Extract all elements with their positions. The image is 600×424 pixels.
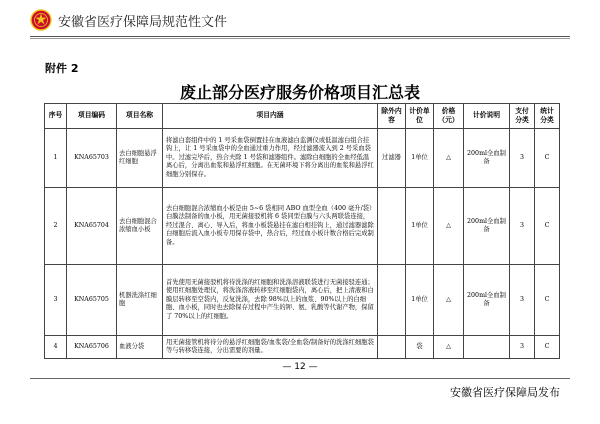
table-header-row	[45, 104, 560, 129]
cell-note: 200ml全血制备	[464, 265, 510, 336]
header-divider	[30, 36, 570, 37]
cell-unit: 袋	[406, 336, 434, 359]
cell-note: 200ml全血制备	[464, 129, 510, 188]
document-title: 废止部分医疗服务价格项目汇总表	[179, 83, 420, 102]
cell-note: 200ml全血制备	[464, 188, 510, 265]
column-header: 计价说明	[464, 104, 510, 129]
cell-code: KNA65703	[67, 129, 117, 188]
publisher-footer: 安徽省医疗保障局发布	[450, 386, 560, 399]
cell-no: 4	[45, 336, 67, 359]
table-row	[45, 129, 560, 188]
cell-note	[464, 336, 510, 359]
column-header: 统计分类	[535, 104, 560, 129]
national-emblem-icon	[30, 9, 52, 31]
cell-price: △	[434, 265, 464, 336]
cell-name: 血液分袋	[117, 336, 163, 359]
cell-no: 3	[45, 265, 67, 336]
cell-unit: 1单位	[406, 265, 434, 336]
cell-code: KNA65705	[67, 265, 117, 336]
cell-price: △	[434, 336, 464, 359]
cell-name: 机器洗涤红细胞	[117, 265, 163, 336]
column-header: 项目内涵	[163, 104, 378, 129]
table-row	[45, 265, 560, 336]
column-header: 支付分类	[510, 104, 535, 129]
cell-stat: C	[535, 265, 560, 336]
cell-code: KNA65706	[67, 336, 117, 359]
column-header: 序号	[45, 104, 67, 129]
cell-content: 去白细胞混合浓缩血小板是由 5~6 袋相同 ABO 血型全血（400 毫升/袋）白膜法制备的血小板，用无菌接驳机将 6 袋同型白膜与六头两联袋连接，经过混合、离心、导入后，将血小板袋悬挂在滤白相挂钩上，通过滤器滤除白细胞后流入血小板专用保存袋中，热合后，经过血小板计数合格后完成制备。	[163, 188, 378, 265]
header-divider-thin	[30, 38, 570, 39]
cell-excluded	[378, 265, 406, 336]
table-row	[45, 336, 560, 359]
cell-pay: 3	[510, 336, 535, 359]
cell-pay: 3	[510, 265, 535, 336]
cell-stat: C	[535, 129, 560, 188]
header-title: 安徽省医疗保障局规范性文件	[58, 14, 228, 30]
cell-unit: 1单位	[406, 188, 434, 265]
cell-content: 用无菌接管机将待分的悬浮红细胞袋/血浆袋/全血袋/制备好的洗涤红细胞袋等与转移袋连接，分出需要的剂量。	[163, 336, 378, 359]
table-row	[45, 188, 560, 265]
attachment-label: 附件 2	[45, 62, 79, 75]
cell-no: 1	[45, 129, 67, 188]
cell-excluded: 过滤器	[378, 129, 406, 188]
document-header	[30, 6, 570, 34]
column-header: 价格（元）	[434, 104, 464, 129]
cell-name: 去白细胞悬浮红细胞	[117, 129, 163, 188]
cell-unit: 1单位	[406, 129, 434, 188]
cell-excluded	[378, 336, 406, 359]
cell-stat: C	[535, 188, 560, 265]
column-header: 计价单位	[406, 104, 434, 129]
cell-no: 2	[45, 188, 67, 265]
cell-pay: 3	[510, 129, 535, 188]
column-header: 除外内容	[378, 104, 406, 129]
cell-content: 首先使用无菌接驳机将待洗涤的红细胞和洗涤溶液联袋进行无菌接驳连通；使用红细胞处理仪，将洗涤溶液转移至红细胞袋内，离心后，把上清液和白膜层转移至空袋内，反复洗涤，去除 98%以上的血浆、90%以上的白细胞、血小板，同时也去除保存过程中产生的钾、氨、乳酸等代谢产物，保留了 70%以上的红细胞。	[163, 265, 378, 336]
cell-excluded	[378, 188, 406, 265]
cell-price: △	[434, 188, 464, 265]
footer-divider	[30, 378, 570, 379]
price-items-table	[44, 103, 560, 359]
page-number: — 12 —	[282, 362, 318, 372]
column-header: 项目名称	[117, 104, 163, 129]
cell-name: 去白细胞混合浓缩血小板	[117, 188, 163, 265]
cell-pay: 3	[510, 188, 535, 265]
cell-price: △	[434, 129, 464, 188]
cell-content: 将滤白套组件中的 1 号采血袋倒置挂在血液滤白监测仪或低温滤白组合挂钩上，让 1 号采血袋中的全血通过重力作用，经过滤器流入到 2 号采血袋中。过滤完毕后，热合夫除 1 号袋和滤器组件。滤除白细胞的全血经低温离心后，分离出血浆和悬浮红细胞。在无菌环境下将分离出的血浆和悬浮红细胞分别保存。	[163, 129, 378, 188]
cell-stat: C	[535, 336, 560, 359]
cell-code: KNA65704	[67, 188, 117, 265]
column-header: 项目编码	[67, 104, 117, 129]
